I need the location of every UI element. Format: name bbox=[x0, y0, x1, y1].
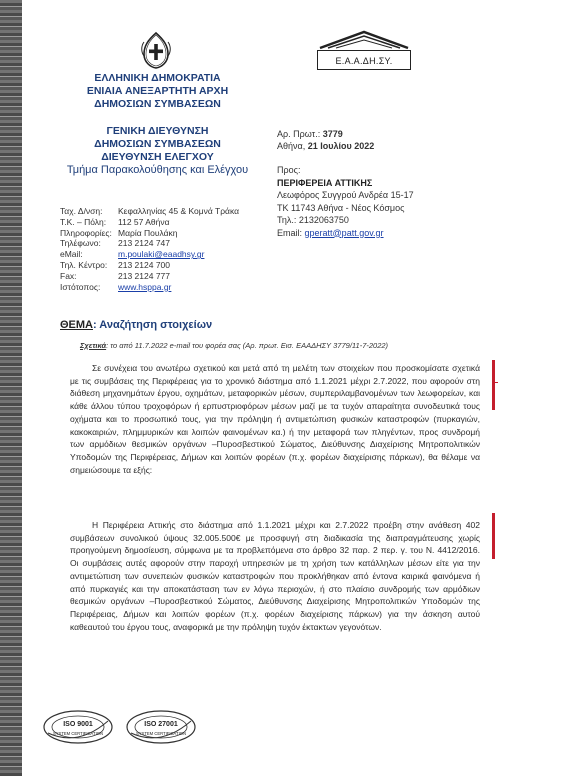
dept-line: ΓΕΝΙΚΗ ΔΙΕΥΘΥΝΣΗ bbox=[106, 125, 209, 137]
subject-text: : Αναζήτηση στοιχείων bbox=[93, 319, 213, 331]
related-line bbox=[80, 341, 388, 350]
contact-value: 213 2124 777 bbox=[118, 270, 170, 281]
contact-row bbox=[60, 206, 239, 217]
date-value: 21 Ιουλίου 2022 bbox=[307, 141, 375, 151]
protocol-label: Αρ. Πρωτ.: bbox=[277, 129, 321, 139]
contact-value: 213 2124 747 bbox=[118, 238, 170, 249]
recipient-email-link[interactable]: gperatt@patt.gov.gr bbox=[304, 227, 384, 238]
contact-label: Ταχ. Δ/νση: bbox=[60, 206, 103, 216]
contact-value: 112 57 Αθήνα bbox=[118, 216, 170, 227]
dept-line: ΔΙΕΥΘΥΝΣΗ ΕΛΕΓΧΟΥ bbox=[101, 151, 214, 163]
contact-email-link[interactable]: m.poulaki@eaadhsy.gr bbox=[118, 249, 205, 260]
org-line: ΕΝΙΑΙΑ ΑΝΕΞΑΡΤΗΤΗ ΑΡΧΗ bbox=[86, 85, 229, 97]
contact-row bbox=[60, 217, 239, 228]
contact-label: Τ.Κ. – Πόλη: bbox=[60, 216, 107, 227]
org-line: ΔΗΜΟΣΙΩΝ ΣΥΜΒΑΣΕΩΝ bbox=[94, 98, 221, 110]
paragraph-1-text: Σε συνέχεια του ανωτέρω σχετικού και μετά από τη μελέτη των στοιχείων που προσκομίσατε σχετικά με τις συμβάσεις της Περιφέρειας για το χρονικό διάστημα από 1.1.2021 μέχρι 2.7.2022, που αφορούν στη διάθεση μηχανημάτων έργου, οχημάτων, μεταφορικών μέσων, συμπεριλαμβανομένων των λεωφορείων, και κάθε άλλου τύπου τροχοφόρων ή ερπυστριοφόρων μέσων μαζί με τα τυχόν απαραίτητα συνοδευτικά τους οχήματα και το προσωπικό τους, για την πρόληψη ή αντιμετώπιση φυσικών καταστροφών (πυρκαγιών, κακοκαιριών, πλημμυρικών και λοιπών φαινομένων κα.) ή την μεταφορά των πληγέντων, προς συνδρομή των αρμόδιων θεσμικών οργάνων –Πυροσβεστικού Σώματος, Διεύθυνσης Διαχείρισης Μητροπολιτικών Υποδομών της Περιφέρειας, Δήμων και λοιπών φορέων (π.χ. φορέων διαχείρισης πάρκων), θα θέλαμε να σημειώσουμε τα εξής: bbox=[70, 363, 480, 475]
recipient-block bbox=[277, 164, 414, 239]
contact-row bbox=[60, 271, 239, 282]
body-paragraph-2 bbox=[70, 519, 480, 633]
contact-label: Ιστότοπος: bbox=[60, 281, 101, 292]
paragraph-2-text: Η Περιφέρεια Αττικής στο διάστημα από 1.1.2021 μέχρι και 2.7.2022 προέβη στην ανάθεση 402 συμβάσεων συνολικού ύψους 32.005.500€ με προσφυγή στη διαδικασία της διαπραγμάτευσης χωρίς προηγούμενη δημοσίευση, σύμφωνα με τα προβλεπόμενα στο άρθρο 32 παρ. 2 περ. γ. του Ν. 4412/2016. Οι συμβάσεις αυτές αφορούν στην παροχή υπηρεσιών με τη χρήση των κατάλληλων μέσων είτε για την αντιμετώπιση των συνεπειών φυσικών καταστροφών που προκλήθηκαν από έντονα καιρικά φαινόμενα ή από πυρκαγιές και την αποκατάσταση των εν λόγω περιοχών, ή στο πλαίσιο συνδρομής των αρμόδιων θεσμικών οργάνων –Πυροσβεστικού Σώματος, Διεύθυνσης Διαχείρισης Μητροπολιτικών Υποδομών της Περιφέρειας, Δήμων και λοιπών φορέων (π.χ. φορέων διαχείρισης πάρκων) για την άσκηση αυτού καθεαυτού του έργου τους, αναφορικά με την πρόληψη τυχόν έκτακτων γεγονότων. bbox=[70, 520, 480, 632]
recipient-phone: Τηλ.: 2132063750 bbox=[277, 215, 349, 225]
recipient-label: Προς: bbox=[277, 165, 301, 175]
seal-caption: SYSTEM CERTIFICATION bbox=[135, 731, 187, 736]
margin-mark bbox=[492, 513, 495, 559]
seal-code: ISO 9001 bbox=[63, 721, 93, 728]
website-link[interactable]: www.hsppa.gr bbox=[118, 281, 172, 292]
related-text: : το από 11.7.2022 e-mail του φορέα σας (Αρ. πρωτ. Εισ. ΕΑΑΔΗΣΥ 3779/11-7-2022) bbox=[106, 341, 389, 350]
seal-caption: SYSTEM CERTIFICATION bbox=[52, 731, 104, 736]
contact-row bbox=[60, 249, 239, 260]
contact-row bbox=[60, 282, 239, 293]
organization-header bbox=[60, 72, 255, 111]
contact-details bbox=[60, 206, 239, 292]
contact-label: Fax: bbox=[60, 270, 77, 281]
recipient-email-line bbox=[277, 227, 414, 240]
contact-label: Πληροφορίες: bbox=[60, 227, 112, 238]
recipient-email-label: Email: bbox=[277, 227, 303, 238]
related-label: Σχετικά bbox=[80, 341, 107, 350]
contact-row bbox=[60, 238, 239, 249]
iso-9001-seal-icon bbox=[42, 707, 114, 747]
scan-edge bbox=[0, 0, 22, 776]
contact-row bbox=[60, 260, 239, 271]
contact-value: 213 2124 700 bbox=[118, 259, 170, 270]
dept-subtitle: Τμήμα Παρακολούθησης και Ελέγχου bbox=[66, 164, 249, 176]
subject-line bbox=[60, 319, 212, 331]
department-header bbox=[60, 125, 255, 177]
dept-line: ΔΗΜΟΣΙΩΝ ΣΥΜΒΑΣΕΩΝ bbox=[94, 138, 221, 150]
contact-label: eMail: bbox=[60, 249, 83, 260]
contact-label: Τηλ. Κέντρο: bbox=[60, 259, 108, 270]
iso-27001-seal-icon bbox=[125, 707, 197, 747]
body-paragraph-1 bbox=[70, 362, 480, 476]
recipient-address: Λεωφόρος Συγγρού Ανδρέα 15-17 bbox=[277, 190, 414, 200]
contact-label: Τηλέφωνο: bbox=[60, 238, 101, 249]
date-line bbox=[277, 140, 374, 152]
greek-emblem-icon bbox=[136, 30, 176, 70]
recipient-name: ΠΕΡΙΦΕΡΕΙΑ ΑΤΤΙΚΗΣ bbox=[277, 177, 373, 188]
margin-mark bbox=[492, 360, 495, 410]
contact-value: Μαρία Πουλάκη bbox=[118, 227, 178, 238]
contact-value: Κεφαλληνίας 45 & Κομνά Τράκα bbox=[118, 206, 240, 216]
logo-text: Ε.Α.Α.ΔΗ.ΣΥ. bbox=[317, 50, 411, 70]
protocol-number: 3779 bbox=[322, 129, 343, 139]
org-line: ΕΛΛΗΝΙΚΗ ΔΗΜΟΚΡΑΤΙΑ bbox=[94, 72, 221, 84]
reference-block bbox=[277, 128, 374, 152]
protocol-line bbox=[277, 128, 374, 140]
seal-code: ISO 27001 bbox=[144, 721, 178, 728]
date-prefix: Αθήνα, bbox=[277, 141, 306, 151]
recipient-city: ΤΚ 11743 Αθήνα - Νέος Κόσμος bbox=[277, 202, 405, 213]
margin-mark bbox=[493, 382, 498, 383]
subject-label: ΘΕΜΑ bbox=[60, 319, 93, 331]
contact-row bbox=[60, 228, 239, 239]
